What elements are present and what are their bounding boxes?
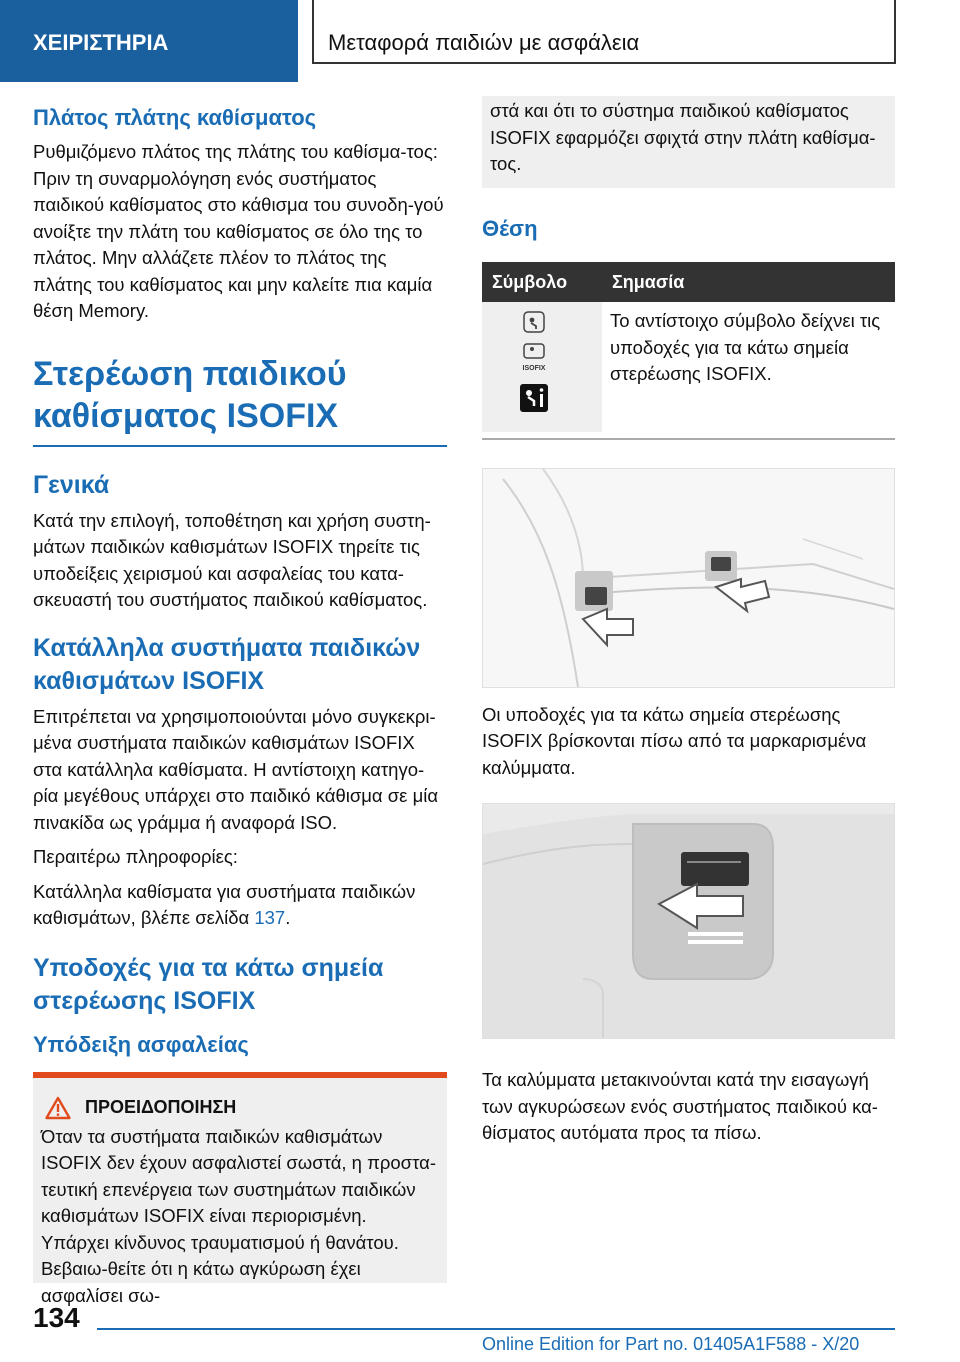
heading-isofix-wrap xyxy=(33,353,447,447)
footer-edition: Online Edition for Part no. 01405A1F588 - X/20 xyxy=(482,1334,860,1354)
figure-seat-anchors xyxy=(482,468,895,688)
table-header-row xyxy=(482,262,895,302)
warning-box xyxy=(33,1072,447,1306)
isofix-symbols-icon xyxy=(490,308,578,418)
header-section: ΧΕΙΡΙΣΤΗΡΙΑ xyxy=(0,0,298,82)
heading-isofix: Στερέωση παιδικού καθίσματος ISOFIX xyxy=(33,354,347,435)
para-general: Κατά την επιλογή, τοποθέτηση και χρήση συστη-μάτων παιδικών καθισμάτων ISOFIX τηρείτε τις υποδείξεις χειρισμού και ασφαλείας του κατα-σκευαστή του συστήματος παιδικού καθίσματος. xyxy=(33,509,431,610)
header-title: Μεταφορά παιδιών με ασφάλεια xyxy=(312,0,896,64)
col-header-symbol: Σύμβολο xyxy=(482,262,602,302)
footer-rule xyxy=(97,1328,895,1330)
warning-header xyxy=(45,1096,439,1120)
para-more-info: Περαιτέρω πληροφορίες: xyxy=(33,846,238,867)
reference-text: Κατάλληλα καθίσματα για συστήματα παιδικών καθισμάτων, βλέπε σελίδα xyxy=(33,880,416,928)
warning-text: Όταν τα συστήματα παιδικών καθισμάτων ISOFIX δεν έχουν ασφαλιστεί σωστά, η προστα-τευτική επενέργεια των συστημάτων παιδικών καθισμάτων ISOFIX είναι περιορισμένη. Υπάρχει κίνδυνος τραυματισμού ή θανάτου. Βεβαιω-θείτε ότι η κάτω αγκύρωση έχει ασφαλίσει σω- xyxy=(41,1125,436,1306)
symbol-table xyxy=(482,262,895,432)
table-row xyxy=(482,302,895,432)
right-column xyxy=(482,96,895,1147)
heading-backrest-width: Πλάτος πλάτης καθίσματος xyxy=(33,105,317,130)
para-suitable: Επιτρέπεται να χρησιμοποιούνται μόνο συγκεκρι-μένα συστήματα παιδικών καθισμάτων ISOFIX στα κατάλληλα καθίσματα. Η αντίστοιχη κατηγο-ρία μεγέθους υπάρχει στο παιδικό κάθισμα σε μία πινακίδα ως γράμμα ή αναφορά ISO. xyxy=(33,705,439,833)
reference-end: . xyxy=(285,907,291,928)
meaning-cell: Το αντίστοιχο σύμβολο δείχνει τις υποδοχές για τα κάτω σημεία στερέωσης ISOFIX. xyxy=(610,310,881,384)
col-header-meaning: Σημασία xyxy=(602,262,895,302)
page-link[interactable]: 137 xyxy=(254,907,286,928)
symbol-cell xyxy=(482,302,602,432)
para-backrest: Ρυθμιζόμενο πλάτος της πλάτης του καθίσμα-τος: Πριν τη συναρμολόγηση ενός συστήματος παιδικού καθίσματος στο κάθισμα του συνοδη-γού ανοίξτε την πλάτη του καθίσματος σε όλο της το πλάτος. Μην αλλάζετε πλέον το πλάτος της πλάτης του καθίσματος και μην καλείτε πια καμία θέση Memory. xyxy=(33,141,444,321)
warning-text-continued: στά και ότι το σύστημα παιδικού καθίσματος ISOFIX εφαρμόζει σφιχτά στην πλάτη καθίσμα-τος. xyxy=(490,100,876,174)
heading-safety: Υπόδειξη ασφαλείας xyxy=(33,1031,249,1057)
isofix-icon-label: ISOFIX xyxy=(522,365,546,372)
warning-triangle-icon xyxy=(45,1096,71,1120)
warning-title: ΠΡΟΕΙΔΟΠΟΙΗΣΗ xyxy=(85,1097,237,1117)
heading-suitable: Κατάλληλα συστήματα παιδικών καθισμάτων ISOFIX xyxy=(33,633,421,695)
heading-general: Γενικά xyxy=(33,470,110,499)
heading-mounts: Υποδοχές για τα κάτω σημεία στερέωσης ISOFIX xyxy=(33,953,384,1015)
para-reference xyxy=(33,879,447,932)
warning-box-continued xyxy=(482,96,895,188)
caption-anchors: Οι υποδοχές για τα κάτω σημεία στερέωσης ISOFIX βρίσκονται πίσω από τα μαρκαρισμένα καλύμματα. xyxy=(482,703,867,778)
caption-cover: Τα καλύμματα μετακινούνται κατά την εισαγωγή των αγκυρώσεων ενός συστήματος παιδικού κα-θίσματος αυτόματα προς τα πίσω. xyxy=(482,1069,878,1143)
seat-anchors-illustration xyxy=(483,469,894,687)
page-number: 134 xyxy=(33,1302,80,1333)
left-column xyxy=(33,105,447,1306)
table-bottom-rule xyxy=(482,438,895,440)
cover-illustration xyxy=(483,804,894,1038)
heading-position: Θέση xyxy=(482,216,538,241)
figure-cover xyxy=(482,803,895,1039)
